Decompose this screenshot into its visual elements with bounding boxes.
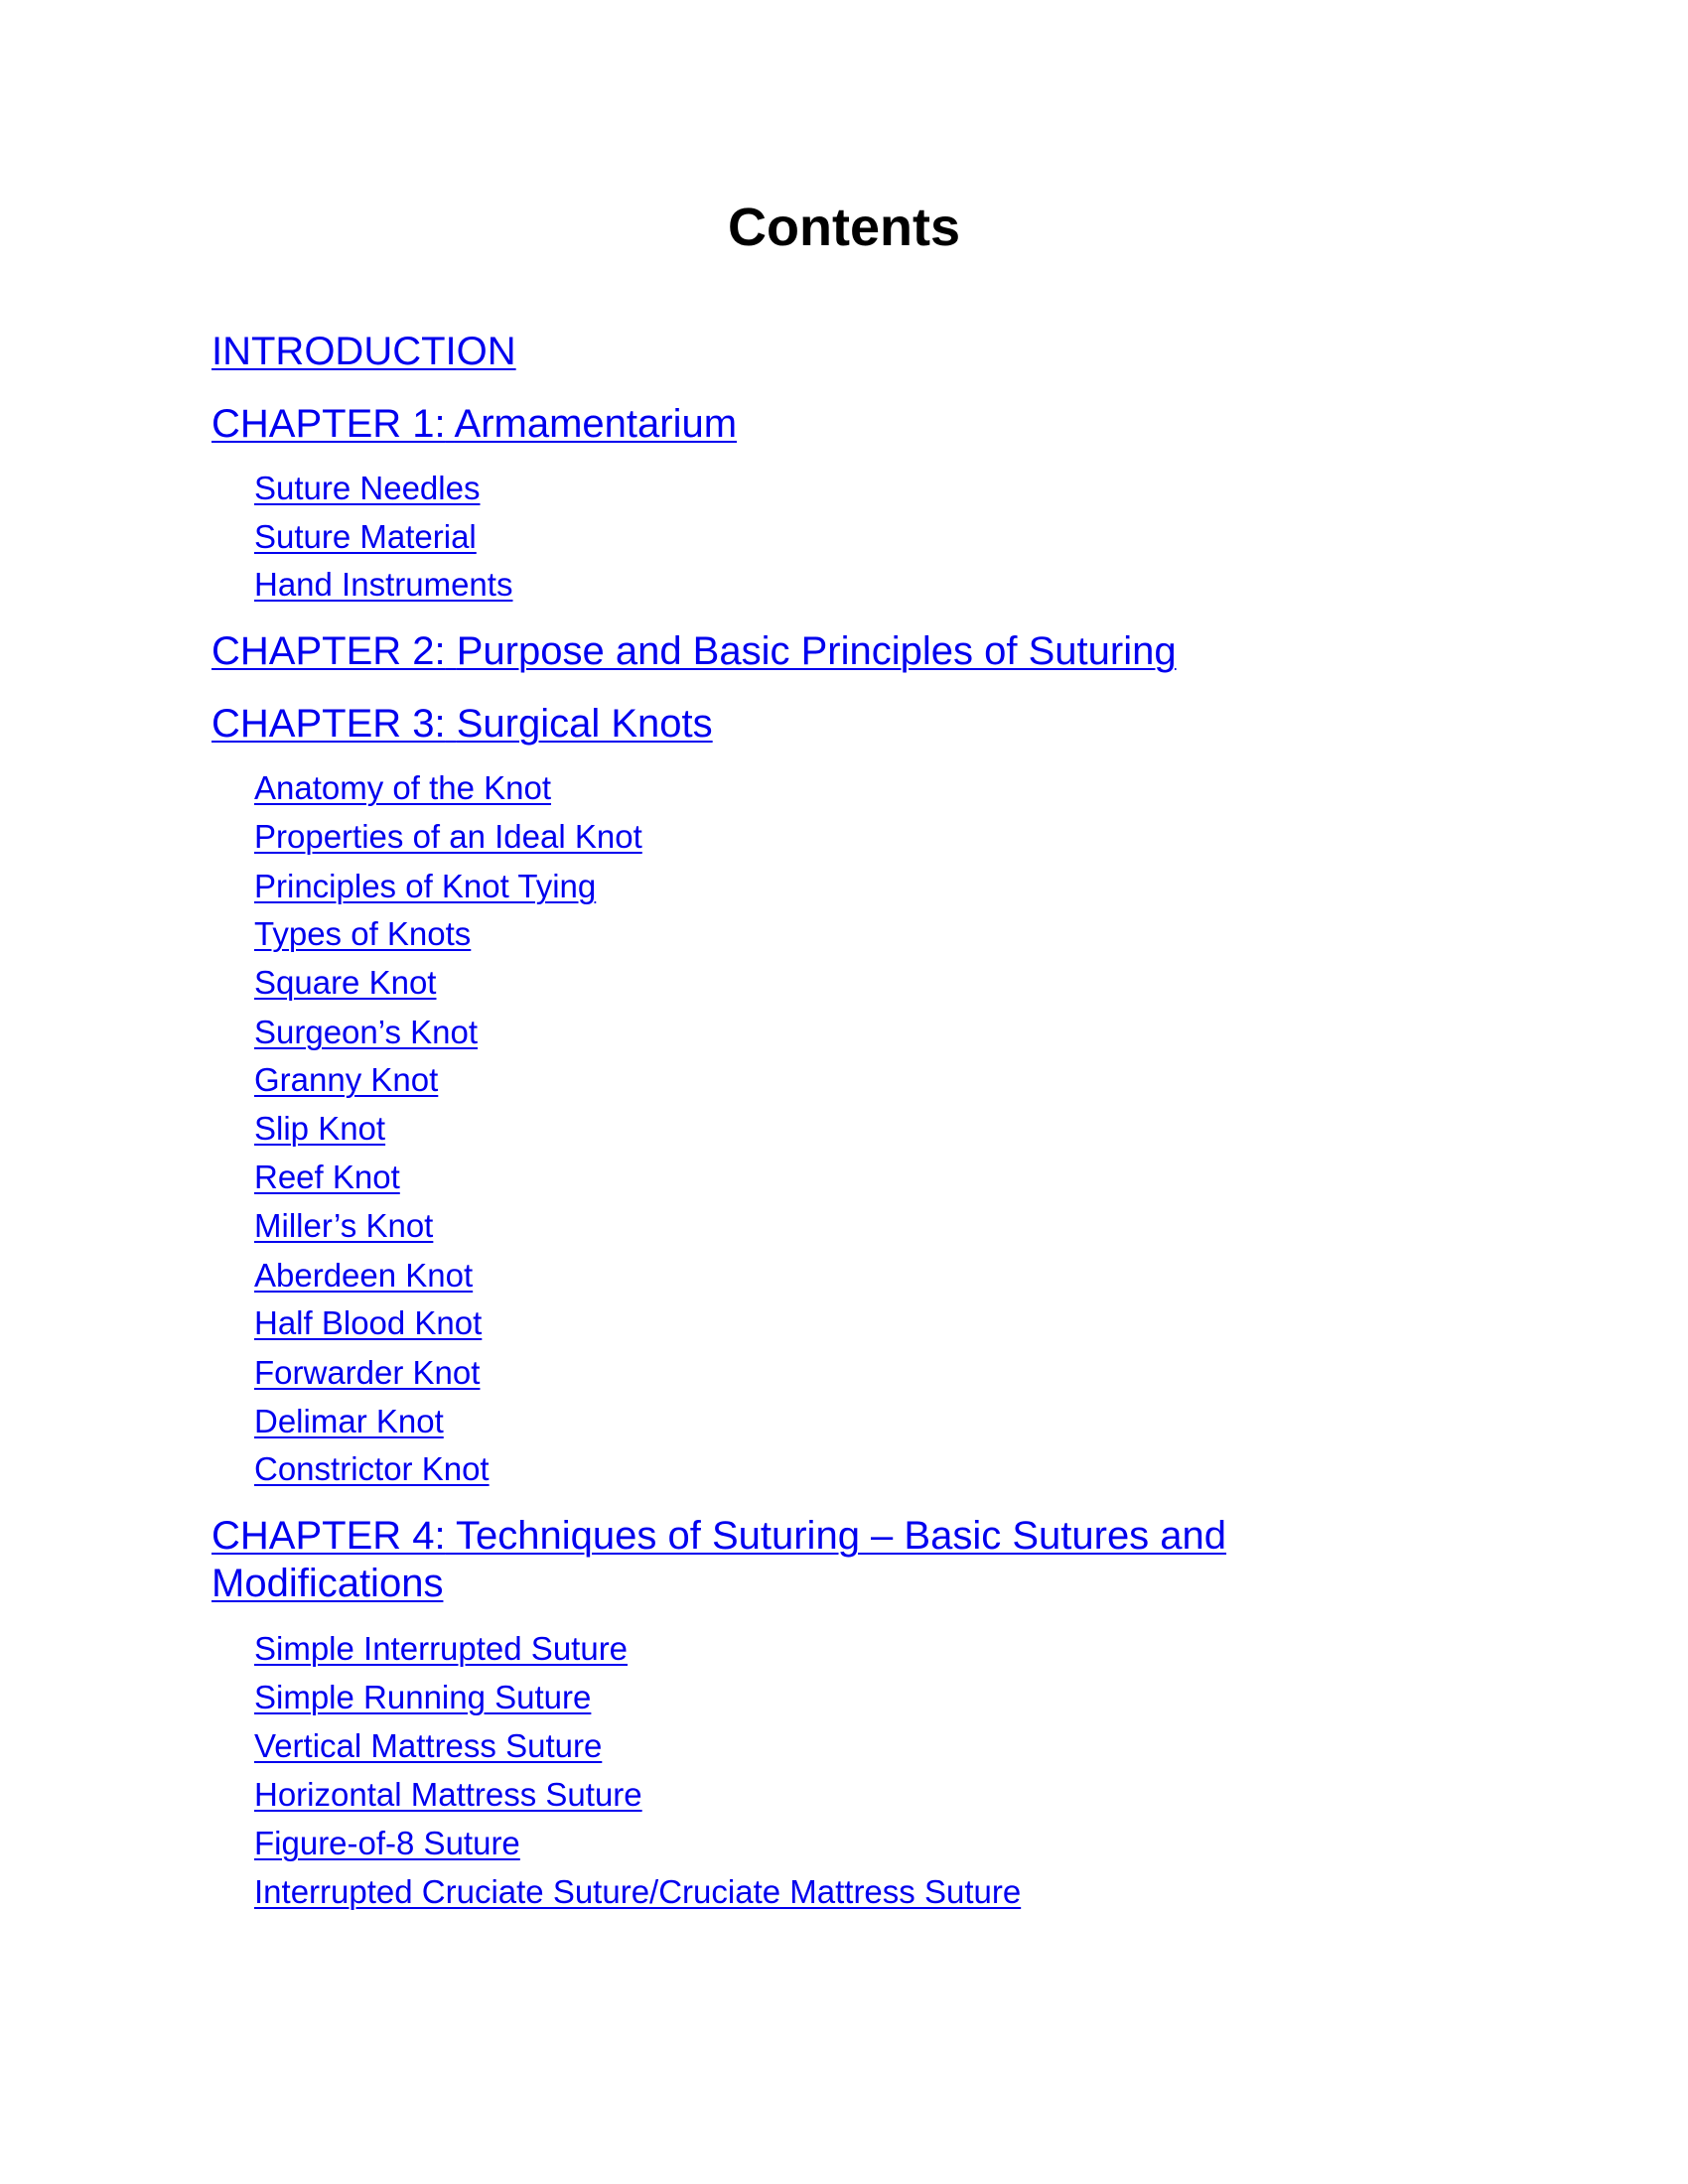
toc-chapter-1-label-link[interactable]: CHAPTER 1: — [211, 402, 446, 446]
toc-section-constrictor-knot[interactable]: Constrictor Knot — [254, 1450, 490, 1487]
toc-section-half-blood-knot[interactable]: Half Blood Knot — [254, 1304, 483, 1341]
toc-chapter-4-label-link[interactable]: CHAPTER 4: — [211, 1514, 446, 1558]
toc-chapter-4 — [211, 1512, 1226, 1560]
toc-section-suture-needles[interactable]: Suture Needles — [254, 470, 481, 506]
toc-section-types-of-knots[interactable]: Types of Knots — [254, 915, 472, 952]
toc-section-figure-of-8-suture[interactable]: Figure-of-8 Suture — [254, 1825, 520, 1861]
toc-chapter-3-label-link[interactable]: CHAPTER 3: — [211, 702, 446, 746]
toc-section-millers-knot[interactable]: Miller’s Knot — [254, 1207, 434, 1244]
toc-chapter-2 — [211, 627, 1177, 675]
toc-section-properties-ideal-knot[interactable]: Properties of an Ideal Knot — [254, 818, 642, 855]
toc-chapter-1 — [211, 400, 737, 448]
toc-section-principles-knot-tying[interactable]: Principles of Knot Tying — [254, 868, 597, 904]
toc-section-granny-knot[interactable]: Granny Knot — [254, 1061, 439, 1098]
toc-section-delimar-knot[interactable]: Delimar Knot — [254, 1403, 444, 1439]
toc-chapter-2-label-link[interactable]: CHAPTER 2: — [211, 629, 446, 673]
toc-section-forwarder-knot[interactable]: Forwarder Knot — [254, 1354, 481, 1391]
toc-chapter-3-title-link[interactable]: Surgical Knots — [456, 702, 713, 746]
toc-section-vertical-mattress-suture[interactable]: Vertical Mattress Suture — [254, 1727, 603, 1764]
toc-chapter-4-title-link[interactable]: Techniques of Suturing – Basic Sutures and — [456, 1514, 1227, 1558]
toc-introduction-link[interactable]: INTRODUCTION — [211, 330, 516, 373]
toc-chapter-3 — [211, 700, 713, 748]
toc-chapter-1-title-link[interactable]: Armamentarium — [454, 402, 738, 446]
toc-section-simple-running-suture[interactable]: Simple Running Suture — [254, 1679, 592, 1715]
toc-section-hand-instruments[interactable]: Hand Instruments — [254, 566, 513, 603]
toc-section-aberdeen-knot[interactable]: Aberdeen Knot — [254, 1257, 474, 1294]
toc-section-simple-interrupted-suture[interactable]: Simple Interrupted Suture — [254, 1630, 629, 1667]
toc-section-square-knot[interactable]: Square Knot — [254, 964, 437, 1001]
toc-chapter-4-title-link-line2[interactable]: Modifications — [211, 1562, 444, 1605]
toc-section-anatomy-of-the-knot[interactable]: Anatomy of the Knot — [254, 769, 552, 806]
toc-section-surgeons-knot[interactable]: Surgeon’s Knot — [254, 1014, 479, 1050]
page-title: Contents — [728, 198, 960, 257]
toc-section-horizontal-mattress-suture[interactable]: Horizontal Mattress Suture — [254, 1776, 642, 1813]
toc-chapter-2-title-link[interactable]: Purpose and Basic Principles of Suturing — [456, 629, 1177, 673]
toc-section-interrupted-cruciate-suture[interactable]: Interrupted Cruciate Suture/Cruciate Mattress Suture — [254, 1873, 1022, 1910]
toc-section-slip-knot[interactable]: Slip Knot — [254, 1110, 386, 1147]
toc-section-suture-material[interactable]: Suture Material — [254, 518, 477, 555]
toc-section-reef-knot[interactable]: Reef Knot — [254, 1159, 400, 1195]
